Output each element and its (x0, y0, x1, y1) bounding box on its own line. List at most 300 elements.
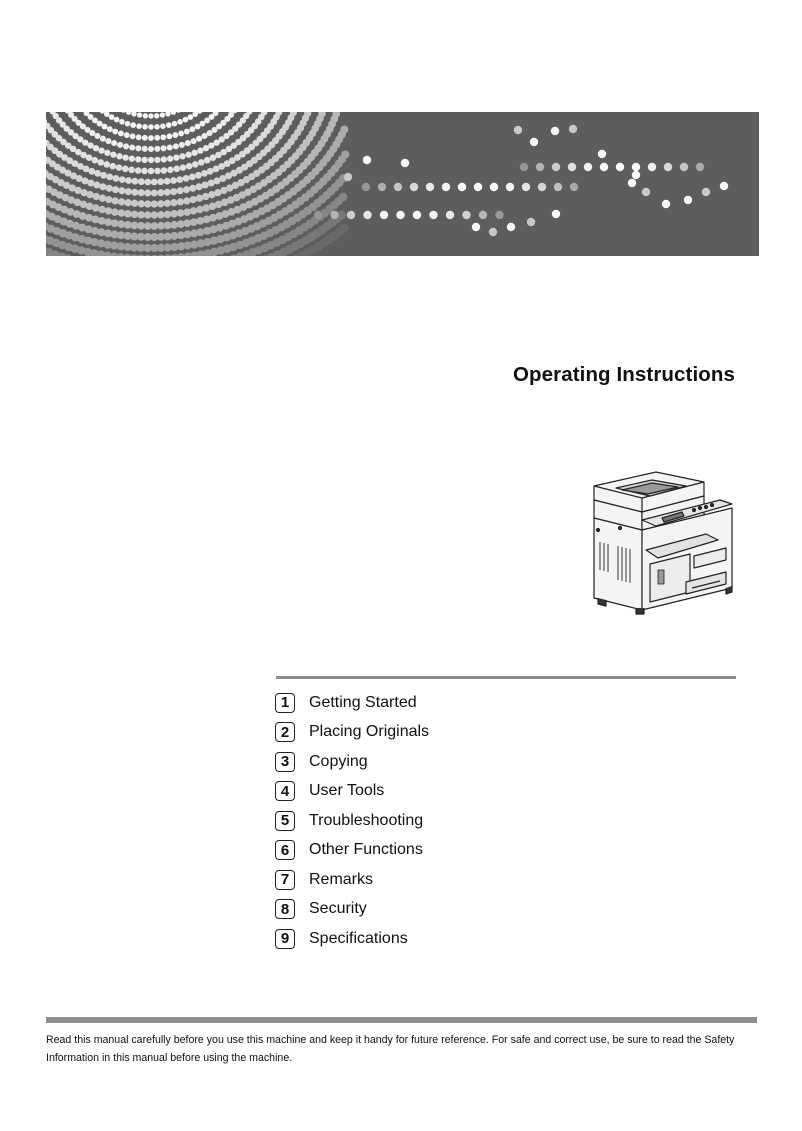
pattern-dot (568, 163, 576, 171)
pattern-dot (330, 211, 338, 219)
pattern-dot (161, 145, 167, 151)
pattern-dot (203, 145, 209, 151)
pattern-dot (191, 150, 197, 156)
chapter-label: Security (309, 900, 367, 918)
pattern-dot (207, 168, 214, 175)
pattern-dot (124, 221, 132, 229)
pattern-dot (154, 168, 161, 175)
pattern-dot (150, 255, 158, 256)
chapter-number-badge: 6 (275, 840, 295, 860)
pattern-dot (157, 211, 165, 219)
pattern-dot (160, 123, 166, 129)
chapter-number-badge: 9 (275, 929, 295, 949)
pattern-dot (208, 191, 215, 198)
pattern-dot (112, 197, 119, 204)
pattern-dot (148, 135, 154, 141)
pattern-dot (189, 126, 195, 132)
pattern-dot (170, 221, 178, 229)
pattern-dot (520, 163, 528, 171)
pattern-dot (137, 211, 145, 219)
chapter-number-badge: 1 (275, 693, 295, 713)
toc-divider (276, 676, 736, 679)
pattern-dot (186, 163, 193, 170)
pattern-dot (429, 211, 437, 219)
pattern-dot (199, 121, 205, 127)
pattern-dot (97, 159, 104, 166)
pattern-dot (183, 175, 190, 182)
pattern-dot (117, 220, 125, 228)
pattern-dot (135, 145, 141, 151)
pattern-dot (570, 183, 578, 191)
pattern-dot (92, 157, 99, 164)
pattern-dot (144, 200, 151, 207)
pattern-dot (87, 142, 93, 148)
pattern-dot (124, 210, 132, 218)
safety-notice: Read this manual carefully before you use this machine and keep it handy for future reference. For safe and correct use, be sure to read the Safety Information in this manual before using the machine. (46, 1034, 735, 1064)
pattern-dot (190, 218, 198, 226)
pattern-dot (179, 142, 185, 148)
pattern-dot (642, 188, 650, 196)
pattern-dot (157, 255, 165, 256)
pattern-dot (347, 211, 355, 219)
chapter-number-badge: 4 (275, 781, 295, 801)
pattern-dot (143, 255, 151, 256)
pattern-dot (111, 140, 117, 146)
pattern-dot (176, 176, 183, 183)
document-title: Operating Instructions (512, 363, 735, 386)
pattern-dot (552, 163, 560, 171)
pattern-dot (490, 183, 498, 191)
toc-item-remarks[interactable] (275, 865, 735, 895)
pattern-dot (110, 163, 117, 170)
pattern-dot (98, 206, 106, 214)
pattern-dot (137, 222, 145, 230)
pattern-dot (142, 135, 148, 141)
pattern-dot (111, 208, 119, 216)
pattern-dot (166, 133, 172, 139)
pattern-dot (138, 178, 145, 185)
pattern-dot (164, 222, 172, 230)
pattern-dot (164, 189, 171, 196)
pattern-dot (142, 146, 148, 152)
pattern-dot (118, 198, 125, 205)
pattern-dot (177, 220, 185, 228)
pattern-dot (177, 253, 185, 256)
pattern-dot (161, 156, 167, 162)
pattern-dot (196, 195, 203, 202)
pattern-dot (172, 121, 178, 127)
toc-item-getting-started[interactable] (275, 688, 735, 718)
pattern-dot (380, 211, 388, 219)
pattern-dot (363, 211, 371, 219)
pattern-dot (131, 211, 139, 219)
pattern-dot (104, 218, 112, 226)
pattern-dot (446, 211, 454, 219)
pattern-dot (107, 126, 113, 132)
pattern-dot (157, 189, 164, 196)
chapter-label: Copying (309, 752, 368, 770)
pattern-dot (522, 183, 530, 191)
pattern-dot (632, 171, 640, 179)
pattern-dot (125, 177, 132, 184)
chapter-label: Specifications (309, 929, 408, 947)
footer-divider (46, 1017, 757, 1023)
pattern-dot (132, 178, 139, 185)
pattern-dot (118, 130, 124, 136)
pattern-dot (135, 167, 142, 174)
pattern-dot (584, 163, 592, 171)
pattern-dot (616, 163, 624, 171)
pattern-dot (628, 179, 636, 187)
pattern-dot (189, 185, 196, 192)
chapter-label: Remarks (309, 870, 374, 888)
pattern-dot (554, 183, 562, 191)
pattern-dot (154, 146, 160, 152)
pattern-dot (179, 153, 185, 159)
pattern-dot (117, 142, 123, 148)
pattern-dot (489, 228, 497, 236)
pattern-dot (138, 200, 145, 207)
pattern-dot (160, 112, 165, 117)
pattern-dot (119, 176, 126, 183)
pattern-dot (142, 124, 148, 130)
pattern-dot (137, 112, 142, 117)
pattern-dot (530, 138, 538, 146)
pattern-dot (195, 124, 201, 130)
pattern-dot (114, 117, 120, 123)
pattern-dot (344, 173, 352, 181)
pattern-dot (122, 166, 129, 173)
pattern-dot (201, 133, 207, 139)
pattern-dot (183, 117, 189, 123)
pattern-dot (157, 200, 164, 207)
pattern-dot (125, 121, 131, 127)
pattern-dot (131, 200, 138, 207)
pattern-dot (702, 188, 710, 196)
pattern-dot (598, 150, 606, 158)
pattern-dot (192, 112, 198, 117)
pattern-dot (148, 146, 154, 152)
pattern-dot (161, 167, 168, 174)
dot-pattern-graphic (46, 112, 759, 256)
pattern-dot (144, 211, 152, 219)
pattern-dot (202, 181, 209, 188)
copier-machine-icon (586, 464, 744, 616)
toc-item-user-tools[interactable] (275, 777, 735, 807)
pattern-dot (648, 163, 656, 171)
pattern-dot (196, 136, 202, 142)
pattern-dot (213, 166, 220, 173)
pattern-dot (472, 223, 480, 231)
pattern-dot (130, 254, 138, 256)
pattern-dot (121, 112, 126, 113)
pattern-dot (195, 183, 202, 190)
pattern-dot (442, 183, 450, 191)
pattern-dot (148, 168, 155, 175)
pattern-dot (148, 113, 153, 118)
pattern-dot (125, 188, 132, 195)
pattern-dot (138, 189, 145, 196)
pattern-dot (183, 219, 191, 227)
pattern-dot (171, 112, 176, 115)
pattern-dot (198, 159, 205, 166)
chapter-number-badge: 8 (275, 899, 295, 919)
pattern-dot (413, 211, 421, 219)
pattern-dot (506, 183, 514, 191)
pattern-dot (106, 174, 113, 181)
pattern-dot (188, 114, 194, 120)
pattern-dot (538, 183, 546, 191)
pattern-dot (172, 132, 178, 138)
toc-item-copying[interactable] (275, 747, 735, 777)
pattern-dot (474, 183, 482, 191)
pattern-dot (116, 153, 122, 159)
pattern-dot (196, 217, 204, 225)
table-of-contents (275, 688, 735, 954)
chapter-number-badge: 2 (275, 722, 295, 742)
pattern-dot (185, 152, 191, 158)
pattern-dot (173, 143, 179, 149)
pattern-dot (183, 197, 190, 204)
pattern-dot (458, 183, 466, 191)
pattern-dot (137, 255, 145, 256)
pattern-dot (207, 130, 213, 136)
pattern-dot (157, 222, 165, 230)
pattern-dot (177, 209, 185, 217)
pattern-dot (105, 207, 113, 215)
pattern-dot (192, 161, 199, 168)
pattern-dot (100, 172, 107, 179)
pattern-dot (106, 185, 113, 192)
pattern-dot (183, 208, 191, 216)
chapter-number-badge: 7 (275, 870, 295, 890)
pattern-dot (664, 163, 672, 171)
chapter-label: Getting Started (309, 693, 417, 711)
pattern-dot (122, 154, 128, 160)
toc-item-placing-originals[interactable] (275, 718, 735, 748)
pattern-dot (479, 211, 487, 219)
pattern-dot (126, 112, 131, 115)
pattern-dot (151, 189, 158, 196)
pattern-dot (116, 164, 123, 171)
pattern-dot (105, 138, 111, 144)
pattern-dot (201, 170, 208, 177)
pattern-dot (209, 203, 217, 211)
pattern-dot (184, 129, 190, 135)
pattern-dot (151, 211, 159, 219)
toc-item-specifications[interactable] (275, 924, 735, 954)
pattern-dot (154, 135, 160, 141)
pattern-dot (462, 211, 470, 219)
pattern-dot (135, 156, 141, 162)
pattern-dot (113, 175, 120, 182)
pattern-dot (183, 186, 190, 193)
pattern-dot (600, 163, 608, 171)
pattern-dot (177, 119, 183, 125)
pattern-dot (696, 163, 704, 171)
pattern-dot (208, 179, 215, 186)
pattern-dot (167, 156, 173, 162)
pattern-dot (99, 183, 106, 190)
pattern-dot (551, 127, 559, 135)
pattern-dot (401, 159, 409, 167)
pattern-dot (195, 172, 202, 179)
copier-illustration (586, 464, 744, 616)
pattern-dot (118, 209, 126, 217)
pattern-dot (176, 112, 181, 113)
pattern-dot (378, 183, 386, 191)
chapter-number-badge: 5 (275, 811, 295, 831)
pattern-dot (208, 142, 214, 148)
chapter-label: Placing Originals (309, 723, 430, 741)
pattern-dot (93, 181, 100, 188)
pattern-dot (131, 112, 136, 116)
pattern-dot (170, 188, 177, 195)
pattern-dot (141, 168, 148, 175)
pattern-dot (164, 211, 172, 219)
chapter-label: Troubleshooting (309, 811, 424, 829)
pattern-dot (396, 211, 404, 219)
pattern-dot (202, 193, 209, 200)
pattern-dot (214, 139, 220, 145)
pattern-dot (202, 204, 210, 212)
pattern-dot (94, 133, 100, 139)
pattern-dot (662, 200, 670, 208)
pattern-dot (129, 156, 135, 162)
toc-item-security[interactable] (275, 895, 735, 925)
pattern-dot (93, 193, 100, 200)
pattern-dot (170, 177, 177, 184)
pattern-dot (100, 136, 106, 142)
pattern-dot (104, 150, 110, 156)
pattern-dot (191, 138, 197, 144)
pattern-dot (204, 157, 211, 164)
pattern-dot (143, 113, 148, 118)
pattern-dot (410, 183, 418, 191)
pattern-dot (167, 144, 173, 150)
pattern-dot (185, 140, 191, 146)
pattern-dot (124, 132, 130, 138)
pattern-dot (170, 210, 178, 218)
pattern-dot (131, 189, 138, 196)
pattern-dot (552, 210, 560, 218)
pattern-dot (173, 166, 180, 173)
pattern-dot (189, 174, 196, 181)
pattern-dot (314, 211, 322, 219)
pattern-dot (197, 147, 203, 153)
pattern-dot (102, 124, 108, 130)
pattern-dot (123, 143, 129, 149)
pattern-dot (98, 147, 104, 153)
pattern-dot (136, 123, 142, 129)
pattern-dot (148, 124, 154, 130)
pattern-dot (93, 145, 99, 151)
pattern-dot (514, 126, 522, 134)
pattern-dot (680, 163, 688, 171)
pattern-dot (111, 219, 119, 227)
toc-item-troubleshooting[interactable] (275, 806, 735, 836)
pattern-dot (129, 144, 135, 150)
pattern-dot (160, 134, 166, 140)
pattern-dot (148, 157, 154, 163)
pattern-dot (684, 196, 692, 204)
pattern-dot (362, 183, 370, 191)
pattern-dot (569, 125, 577, 133)
pattern-dot (196, 206, 204, 214)
pattern-dot (173, 154, 179, 160)
pattern-dot (151, 179, 158, 186)
pattern-dot (118, 187, 125, 194)
pattern-dot (363, 156, 371, 164)
pattern-dot (154, 113, 159, 118)
pattern-dot (144, 179, 151, 186)
toc-item-other-functions[interactable] (275, 836, 735, 866)
pattern-dot (164, 254, 172, 256)
pattern-dot (88, 168, 95, 175)
pattern-dot (177, 187, 184, 194)
chapter-label: User Tools (309, 782, 385, 800)
pattern-dot (167, 167, 174, 174)
pattern-dot (141, 157, 147, 163)
pattern-dot (144, 189, 151, 196)
pattern-dot (112, 186, 119, 193)
pattern-dot (103, 161, 110, 168)
pattern-dot (124, 199, 131, 206)
pattern-dot (105, 196, 112, 203)
pattern-dot (165, 112, 170, 116)
pattern-dot (128, 167, 135, 174)
cover-banner (46, 112, 759, 256)
pattern-dot (190, 196, 197, 203)
pattern-dot (136, 134, 142, 140)
pattern-dot (150, 222, 158, 230)
pattern-dot (394, 183, 402, 191)
pattern-dot (536, 163, 544, 171)
pattern-dot (157, 178, 164, 185)
pattern-dot (177, 198, 184, 205)
pattern-dot (94, 170, 101, 177)
pattern-dot (170, 254, 178, 256)
pattern-dot (99, 195, 106, 202)
pattern-dot (154, 157, 160, 163)
pattern-dot (130, 133, 136, 139)
chapter-number-badge: 3 (275, 752, 295, 772)
pattern-dot (110, 152, 116, 158)
pattern-dot (495, 211, 503, 219)
pattern-dot (166, 122, 172, 128)
pattern-dot (154, 124, 160, 130)
chapter-label: Other Functions (309, 841, 423, 859)
pattern-dot (104, 112, 110, 117)
pattern-dot (119, 119, 125, 125)
pattern-dot (109, 114, 115, 120)
pattern-dot (164, 178, 171, 185)
pattern-dot (92, 204, 100, 212)
pattern-dot (144, 222, 152, 230)
pattern-dot (507, 223, 515, 231)
pattern-dot (170, 199, 177, 206)
pattern-dot (190, 207, 198, 215)
pattern-dot (164, 200, 171, 207)
pattern-dot (527, 218, 535, 226)
pattern-dot (112, 129, 118, 135)
pattern-dot (426, 183, 434, 191)
pattern-dot (720, 182, 728, 190)
pattern-dot (178, 130, 184, 136)
pattern-dot (151, 200, 158, 207)
pattern-dot (210, 154, 217, 161)
pattern-dot (130, 122, 136, 128)
